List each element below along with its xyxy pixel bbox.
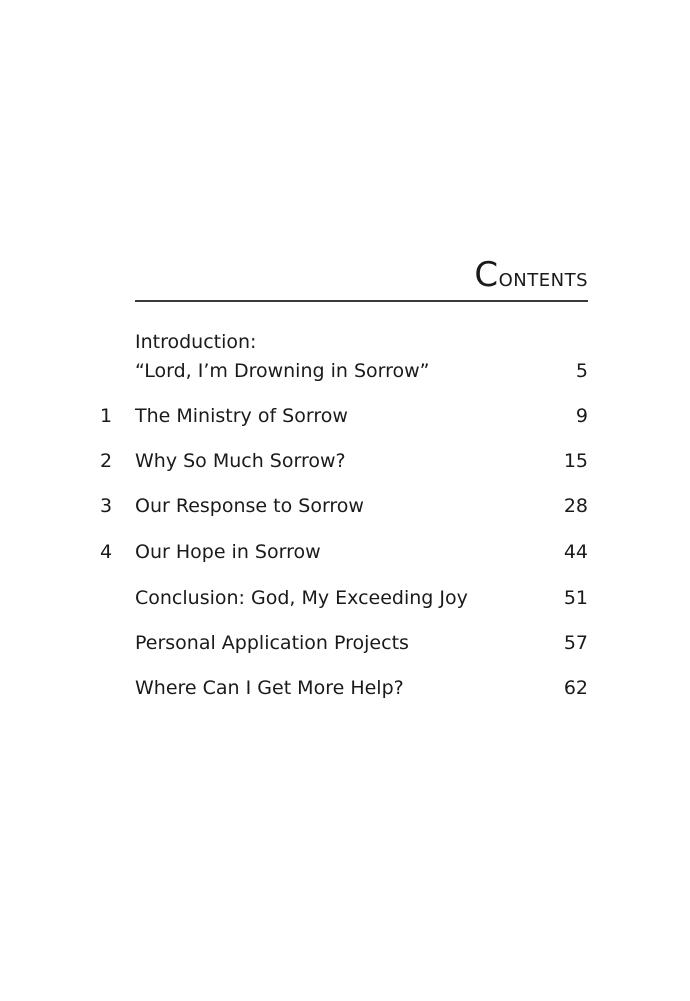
- page-title-rest: ontents: [498, 263, 588, 293]
- toc-entry-page: 57: [563, 632, 588, 654]
- toc-entry-title-line-2: “Lord, I’m Drowning in Sorrow”: [135, 360, 430, 382]
- toc-entry-title: Our Response to Sorrow: [135, 495, 364, 517]
- toc-entry-title: [135, 328, 430, 386]
- toc-entry-page: 15: [563, 450, 588, 472]
- toc-entry-page: 28: [563, 495, 588, 517]
- toc-entry-title: Where Can I Get More Help?: [135, 677, 404, 699]
- toc-entry-page: 44: [563, 541, 588, 563]
- page-title: [474, 255, 588, 295]
- toc-entry-page: 62: [563, 677, 588, 699]
- toc-entry-page: 9: [575, 405, 588, 427]
- toc-entry-page: 51: [563, 587, 588, 609]
- toc-entry-title: Our Hope in Sorrow: [135, 541, 321, 563]
- title-divider: [135, 300, 588, 302]
- toc-entry-number: 4: [100, 541, 113, 563]
- page-title-initial: C: [474, 255, 499, 295]
- toc-entry-title: Conclusion: God, My Exceeding Joy: [135, 587, 468, 609]
- toc-entry-page: 5: [575, 360, 588, 382]
- toc-entry-number: 1: [100, 405, 113, 427]
- toc-entry-title: The Ministry of Sorrow: [135, 405, 348, 427]
- toc-entry-number: 3: [100, 495, 113, 517]
- toc-entry-title: Why So Much Sorrow?: [135, 450, 346, 472]
- toc-entry-title: Personal Application Projects: [135, 632, 409, 654]
- toc-entry-number: 2: [100, 450, 113, 472]
- toc-entry-title-line-1: Introduction:: [135, 331, 257, 353]
